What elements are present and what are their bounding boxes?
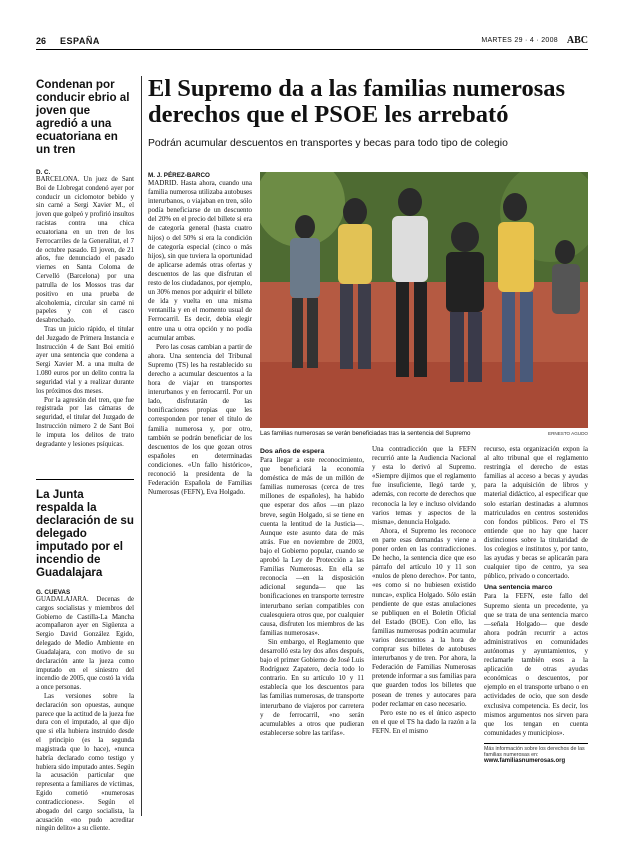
issue-date: MARTES 29 · 4 · 2008	[481, 37, 558, 44]
sidebar-story-1-headline: Condenan por conducir ebrio al joven que agredió a una ecuatoriana en un tren	[36, 78, 130, 156]
main-column-5-body	[484, 445, 588, 581]
sidebar-divider	[36, 479, 134, 480]
paragraph: Pero este no es el único aspecto en el que el TS ha dado la razón a la FEFN. En el mismo	[372, 708, 476, 735]
sidebar-story-2-body	[36, 596, 134, 834]
column-5-subhead: Una sentencia marco	[484, 584, 553, 592]
paragraph: Sin embargo, el Reglamento que desarrolló esta ley dos años después, bajo el primer Gobierno de José Luis Rodríguez Zapatero, decía todo lo contrario. En su artículo 10 y 11 establecía que los descuentos para las familias numerosas, de transporte interurbano de viajeros por carretera y de ferrocarril, «no serán acumulables a otros que pudieran establecerse sobre las tarifas».	[260, 637, 364, 737]
main-column-5b-body	[484, 592, 588, 738]
sidebar-story-1	[36, 78, 134, 450]
main-column-5	[484, 445, 588, 764]
sidebar-story-2-headline: La Junta respalda la declaración de su delegado imputado por el incendio de Guadalajara	[36, 488, 134, 579]
photo-caption: Las familias numerosas se verán beneficiadas tras la sentencia del Supremo	[260, 430, 471, 437]
paragraph: Pero las cosas cambian a partir de ahora. Una sentencia del Tribunal Supremo (TS) les ha restablecido su derecho a acumular descuentos a la hora de viajar en transportes interurbanos y en ferrocarril. Por un lado, disfrutarán de las bonificaciones propias que les corresponden por tener el título de familia numerosa y, por otro, también se podrán beneficiar de los descuentos de los que gozan otros españoles en determinadas condiciones. «Un fallo histórico», reconoció la presidenta de la Federación Española de Familias Numerosas (FEFN), Eva Holgado.	[148, 342, 252, 497]
abc-logo: ABC	[566, 35, 588, 46]
paragraph: Para la FEFN, este fallo del Supremo sienta un precedente, ya que se trata de una sentencia marco —señala Holgado— que desde ahora podrán recurrir a actos administrativos en comunidades autónomas y ayuntamientos, y reclamarle también esos a la aplicación de otras ayudas económicas o descuentos, por ejemplo en el transporte urbano o en actividades de ocio, que son desde exclusiva competencia. Es decir, los mismos argumentos nos sirven para que los tengan en cuenta comunidades y municipios».	[484, 592, 588, 737]
paragraph: Las versiones sobre la declaración son opuestas, aunque parece que la actitud de la jueza fue dura con el imputado, al que dijo que si ella hubiera instruido desde el principio (es la segunda magistrada que lo hace), «nunca habría declarado como testigo y hubiera sido imputado antes. Según la acusación particular que representa a familiares de víctimas, Egido cometió «numerosas contradicciones». Según el abogado del cargo socialista, la acusación «no pudo acreditar ningún delito» a su cliente.	[36, 693, 134, 833]
sidebar-story-2-byline: G. CUEVAS	[36, 588, 71, 596]
main-column-2-body	[260, 456, 364, 738]
photo-credit: ERNESTO AGUDO	[548, 431, 588, 436]
column-2-subhead: Dos años de espera	[260, 448, 325, 455]
info-note: Más información sobre los derechos de las familias numerosas en:	[484, 745, 585, 758]
paragraph: Tras un juicio rápido, el titular del Juzgado de Primera Instancia e Instrucción 4 de Sant Boi emitió ayer una sentencia que condena a Sergi Xavier M. a una multa de 1.080 euros por un delito contra la seguridad vial y a realizar durante los próximos dos meses.	[36, 325, 134, 395]
main-column-1	[148, 172, 252, 497]
paragraph: Por la agresión del tren, que fue registrada por las cámaras de seguridad, el titular del Juzgado de Instrucción número 2 de Sant Boi le imputa los delitos de trato degradante y lesiones psíquicas.	[36, 396, 134, 448]
info-box	[484, 743, 588, 764]
paragraph: BARCELONA. Un juez de Sant Boi de Llobregat condenó ayer por conducir un ciclomotor bebido y sin carné a Sergi Xavier M., el joven que golpeó y profirió insultos racistas contra una chica ecuatoriana en un tren de los Ferrocarriles de la Generalitat, el 7 de octubre pasado. El joven, de 21 años, fue denunciado el pasado viernes en Santa Coloma de Cervelló (Barcelona) por una patrulla de los Mossos tras dar positivo en una prueba de alcoholemia, circular sin carné ni papeles y con el casco desabrochado.	[36, 175, 134, 325]
main-headline: El Supremo da a las familias numerosas derechos que el PSOE les arrebató	[148, 75, 566, 128]
paragraph: Para llegar a este reconocimiento, que beneficiará la economía doméstica de más de un millón de familias numerosas (cerca de tres millones de españoles), ha habido que esperar dos años —un plazo breve, según Holgado, si se tiene en cuenta la lentitud de la Justicia—. Aunque este asunto data de más atrás. Fue en noviembre de 2003, bajo el Gobierno popular, cuando se aprobó la Ley de Protección a las Familias Numerosas. En ella se reconocía —en la disposición adicional segunda— que las bonificaciones en transporte terrestre interurbano serían compatibles con cualesquiera otros que, por cualquier causa, disfruten los miembros de las familias numerosas».	[260, 456, 364, 637]
main-deck: Podrán acumular descuentos en transportes y becas para todo tipo de colegio	[148, 138, 508, 149]
column-rule	[141, 76, 142, 816]
sidebar-story-1-byline: D. C.	[36, 168, 51, 176]
paragraph: Una contradicción que la FEFN recurrió ante la Audiencia Nacional y esta lo derivó al Supremo. «Siempre dijimos que el reglamento fue insuficiente, llegó tarde y, además, con recorte de derechos que reconocía la ley e incluso olvidando varios temas y aspectos de la misma», denuncia Holgado.	[372, 445, 476, 526]
main-column-2	[260, 445, 364, 738]
masthead	[36, 36, 588, 50]
paragraph: Ahora, el Supremo les reconoce en parte esas demandas y viene a poner orden en las contradicciones. De hecho, la sentencia dice que eso párrafo del artículo 10 y 11 son «nulos de pleno derecho». Por tanto, «es como si no hubiesen existido nunca», explica Holgado. Sólo están pendiente de que estas anulaciones se publiquen en el Boletín Oficial del Estado (BOE). Con ello, las familias numerosas podrán acumular varios descuentos a la hora de comprar sus billetes de autobuses interurbanos y de tren. Por ahora, la Federación de Familias Numerosas pretende informar a sus familias para que guarden todos los billetes que posean de trenes y autocares para poder reclamar en caso necesario.	[372, 526, 476, 708]
section-name: ESPAÑA	[60, 36, 100, 46]
sidebar-story-2	[36, 488, 134, 834]
main-column-3-body	[372, 445, 476, 736]
info-url[interactable]: www.familiasnumerosas.org	[484, 757, 566, 764]
main-photo	[260, 172, 588, 428]
paragraph: recurso, esta organización expon ía al alto tribunal que el reglamento restringía el derecho de estas familias al acceso a becas y ayudas para la adquisición de libros y material didáctico, al especificar que solo estarían destinadas a alumnos matriculados en centros sostenidos con fondos públicos. Pero el TS entiende que no hay que hacer distinciones sobre la titularidad de los colegios e institutos y, por tanto, las ayudas y becas se aplicarán para cualquier tipo de centro, ya sea público, privado o concertado.	[484, 445, 588, 581]
paragraph: GUADALAJARA. Decenas de cargos socialistas y miembros del Gobierno de Castilla-La Mancha acompañaron ayer en Sigüenza a Sergio David González Egido, delegado de Medio Ambiente en Guadalajara, con motivo de su declaración ante la jueza como imputado en el siniestro del incendio de 2005, que costó la vida a once personas.	[36, 595, 134, 692]
sidebar-story-1-body	[36, 176, 134, 450]
main-column-3	[372, 445, 476, 736]
photo-illustration	[260, 172, 588, 428]
paragraph: MADRID. Hasta ahora, cuando una familia numerosa utilizaba autobuses interurbanos, o viajaban en tren, sólo podía beneficiarse de un descuento del 20% en el precio del billete si era de categoría general (hasta cuatro hijos) o del 50% si era la condición de categoría especial (cinco o más hijos), sin que tuviera la oportunidad de aplicarse además otras ofertas y descuentos de las que disfrutan el resto de los ciudadanos, por ejemplo, un 30% menos por adquirir el billete de ida y vuelta en una misma ventanilla y en el momento usual de Ferrocarril. Es decir, debía elegir entre una u otra opción y no podía acumular ambas.	[148, 179, 253, 342]
main-byline: M. J. PÉREZ-BARCO	[148, 172, 210, 179]
main-column-1-body	[148, 179, 252, 497]
page-number: 26	[36, 36, 47, 46]
